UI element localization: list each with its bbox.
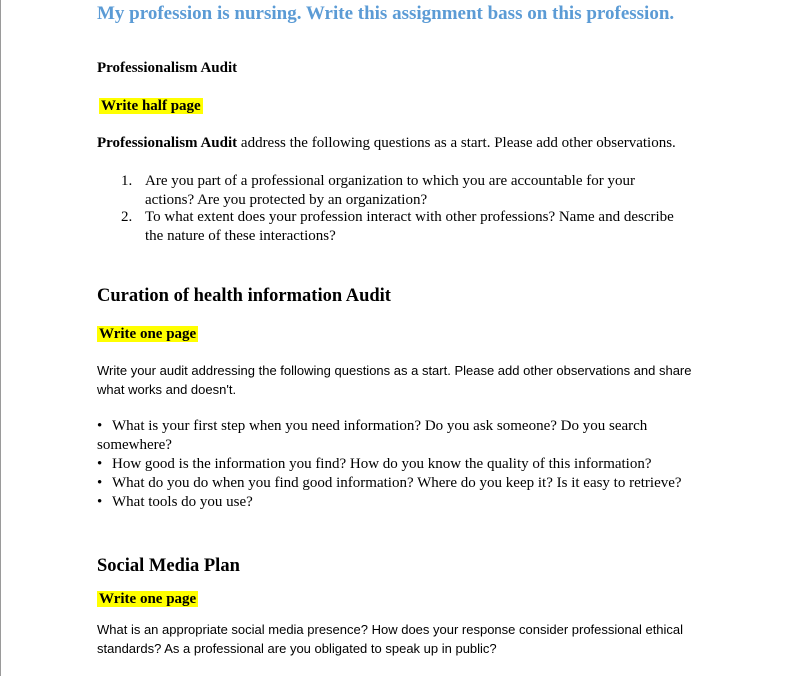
list-item: • What tools do you use? (97, 494, 253, 510)
assignment-title: My profession is nursing. Write this assignment bass on this profession. (97, 3, 675, 24)
social-length-note: Write one page (99, 591, 197, 607)
professionalism-intro-text: address the following questions as a start. Please add other observations. (237, 135, 676, 151)
curation-heading: Curation of health information Audit (97, 286, 391, 306)
professionalism-intro-bold: Professionalism Audit (97, 135, 238, 151)
curation-intro: Write your audit addressing the following questions as a start. Please add other observations and share what works and doesn't. (97, 363, 692, 397)
professionalism-length-note: Write half page (101, 98, 201, 114)
curation-length-note: Write one page (99, 326, 197, 342)
professionalism-intro (97, 134, 676, 153)
list-item: • What is your first step when you need information? Do you ask someone? Do you search (97, 418, 648, 434)
curation-bullet-list (97, 417, 682, 512)
list-item: 2. To what extent does your profession interact with other professions? Name and describe the nature of these interactions? (121, 209, 674, 244)
social-heading: Social Media Plan (97, 556, 240, 576)
list-item: 1. Are you part of a professional organization to which you are accountable for your actions? Are you protected by an organization? (121, 173, 635, 208)
list-item-continuation: somewhere? (97, 437, 172, 453)
list-item: • What do you do when you find good information? Where do you keep it? Is it easy to retrieve? (97, 475, 682, 491)
page-left-border (0, 0, 1, 676)
professionalism-heading: Professionalism Audit (97, 60, 238, 76)
social-intro: What is an appropriate social media presence? How does your response consider professional ethical standards? As a professional are you obligated to speak up in public? (97, 622, 684, 656)
list-item: • How good is the information you find? How do you know the quality of this information? (97, 456, 652, 472)
